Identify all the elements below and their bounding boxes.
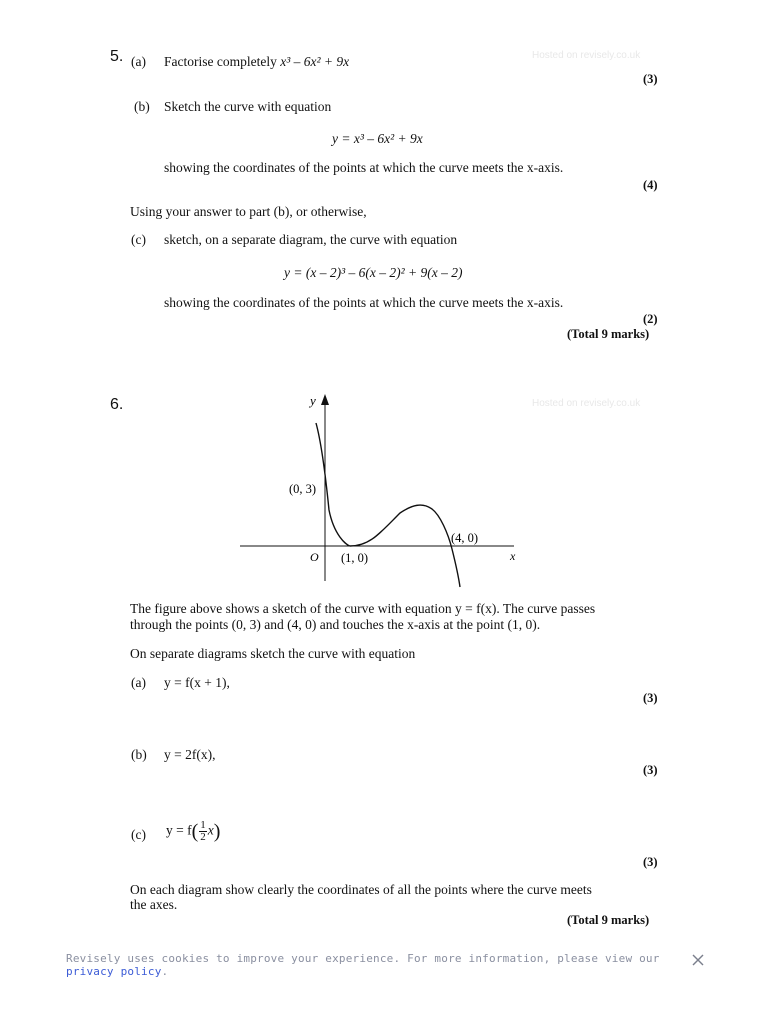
instruction: On separate diagrams sketch the curve with equation: [130, 646, 416, 661]
final-instruction-line-2: the axes.: [130, 897, 178, 912]
part-c-equation: y = f( $\frac{1}{2}$ x): [166, 819, 221, 843]
description-line-1: The figure above shows a sketch of the curve with equation y = f(x). The curve passes: [130, 601, 596, 616]
watermark: Hosted on revisely.co.uk: [532, 398, 641, 409]
part-a-equation: y = f(x + 1),: [164, 675, 230, 690]
fraction-denominator: 2: [200, 831, 206, 843]
part-b-label: (b): [131, 747, 147, 762]
point-4-0-label: (4, 0): [451, 531, 479, 545]
part-a-label: (a): [131, 675, 146, 690]
part-b-mark: (3): [643, 763, 658, 777]
part-a-equation: x³ – 6x² + 9x: [280, 54, 350, 69]
part-b-equation: y = 2f(x),: [164, 747, 216, 762]
part-b-text-2: showing the coordinates of the points at which the curve meets the x-axis.: [164, 160, 564, 175]
curve-path: [316, 423, 460, 587]
x-axis-label: x: [510, 549, 516, 563]
y-axis-arrow: [321, 394, 329, 405]
part-b-mark: (4): [643, 178, 658, 192]
fraction-numerator: 1: [200, 819, 206, 831]
privacy-policy-link[interactable]: privacy policy: [66, 965, 162, 978]
question-number: 6.: [110, 396, 124, 413]
part-a-mark: (3): [643, 691, 658, 705]
part-c-text-2: showing the coordinates of the points at which the curve meets the x-axis.: [164, 295, 564, 310]
part-a-mark: (3): [643, 72, 658, 86]
part-c-label: (c): [131, 232, 146, 247]
part-c-mark: (2): [643, 312, 658, 326]
part-c-mark: (3): [643, 855, 658, 869]
total-marks: (Total 9 marks): [567, 913, 650, 927]
question-number: 5.: [110, 48, 124, 65]
y-axis-label: y: [310, 393, 316, 408]
curve-sketch: [230, 385, 530, 590]
cookie-message: Revisely uses cookies to improve your experience. For more information, please view our privacy policy.: [66, 952, 660, 978]
part-c-intro: Using your answer to part (b), or otherwise,: [130, 204, 367, 219]
cookie-banner: [0, 944, 768, 1024]
part-b-text: Sketch the curve with equation: [164, 99, 332, 114]
point-0-3-label: (0, 3): [289, 482, 317, 496]
watermark: Hosted on revisely.co.uk: [532, 50, 641, 61]
final-instruction-line-1: On each diagram show clearly the coordinates of all the points where the curve meets: [130, 882, 592, 897]
part-a-text: Factorise completely x³ – 6x² + 9x: [164, 54, 350, 69]
total-marks: (Total 9 marks): [567, 327, 650, 341]
description-line-2: through the points (0, 3) and (4, 0) and touches the x-axis at the point (1, 0).: [130, 617, 541, 632]
part-c-text: sketch, on a separate diagram, the curve with equation: [164, 232, 458, 247]
close-icon[interactable]: [690, 952, 706, 968]
point-1-0-label: (1, 0): [341, 551, 369, 565]
part-b-equation: y = x³ – 6x² + 9x: [332, 131, 423, 146]
origin-label: O: [310, 550, 319, 564]
part-c-equation: y = (x – 2)³ – 6(x – 2)² + 9(x – 2): [284, 265, 463, 280]
part-c-label: (c): [131, 827, 146, 842]
part-a-label: (a): [131, 54, 146, 69]
part-b-label: (b): [134, 99, 150, 114]
